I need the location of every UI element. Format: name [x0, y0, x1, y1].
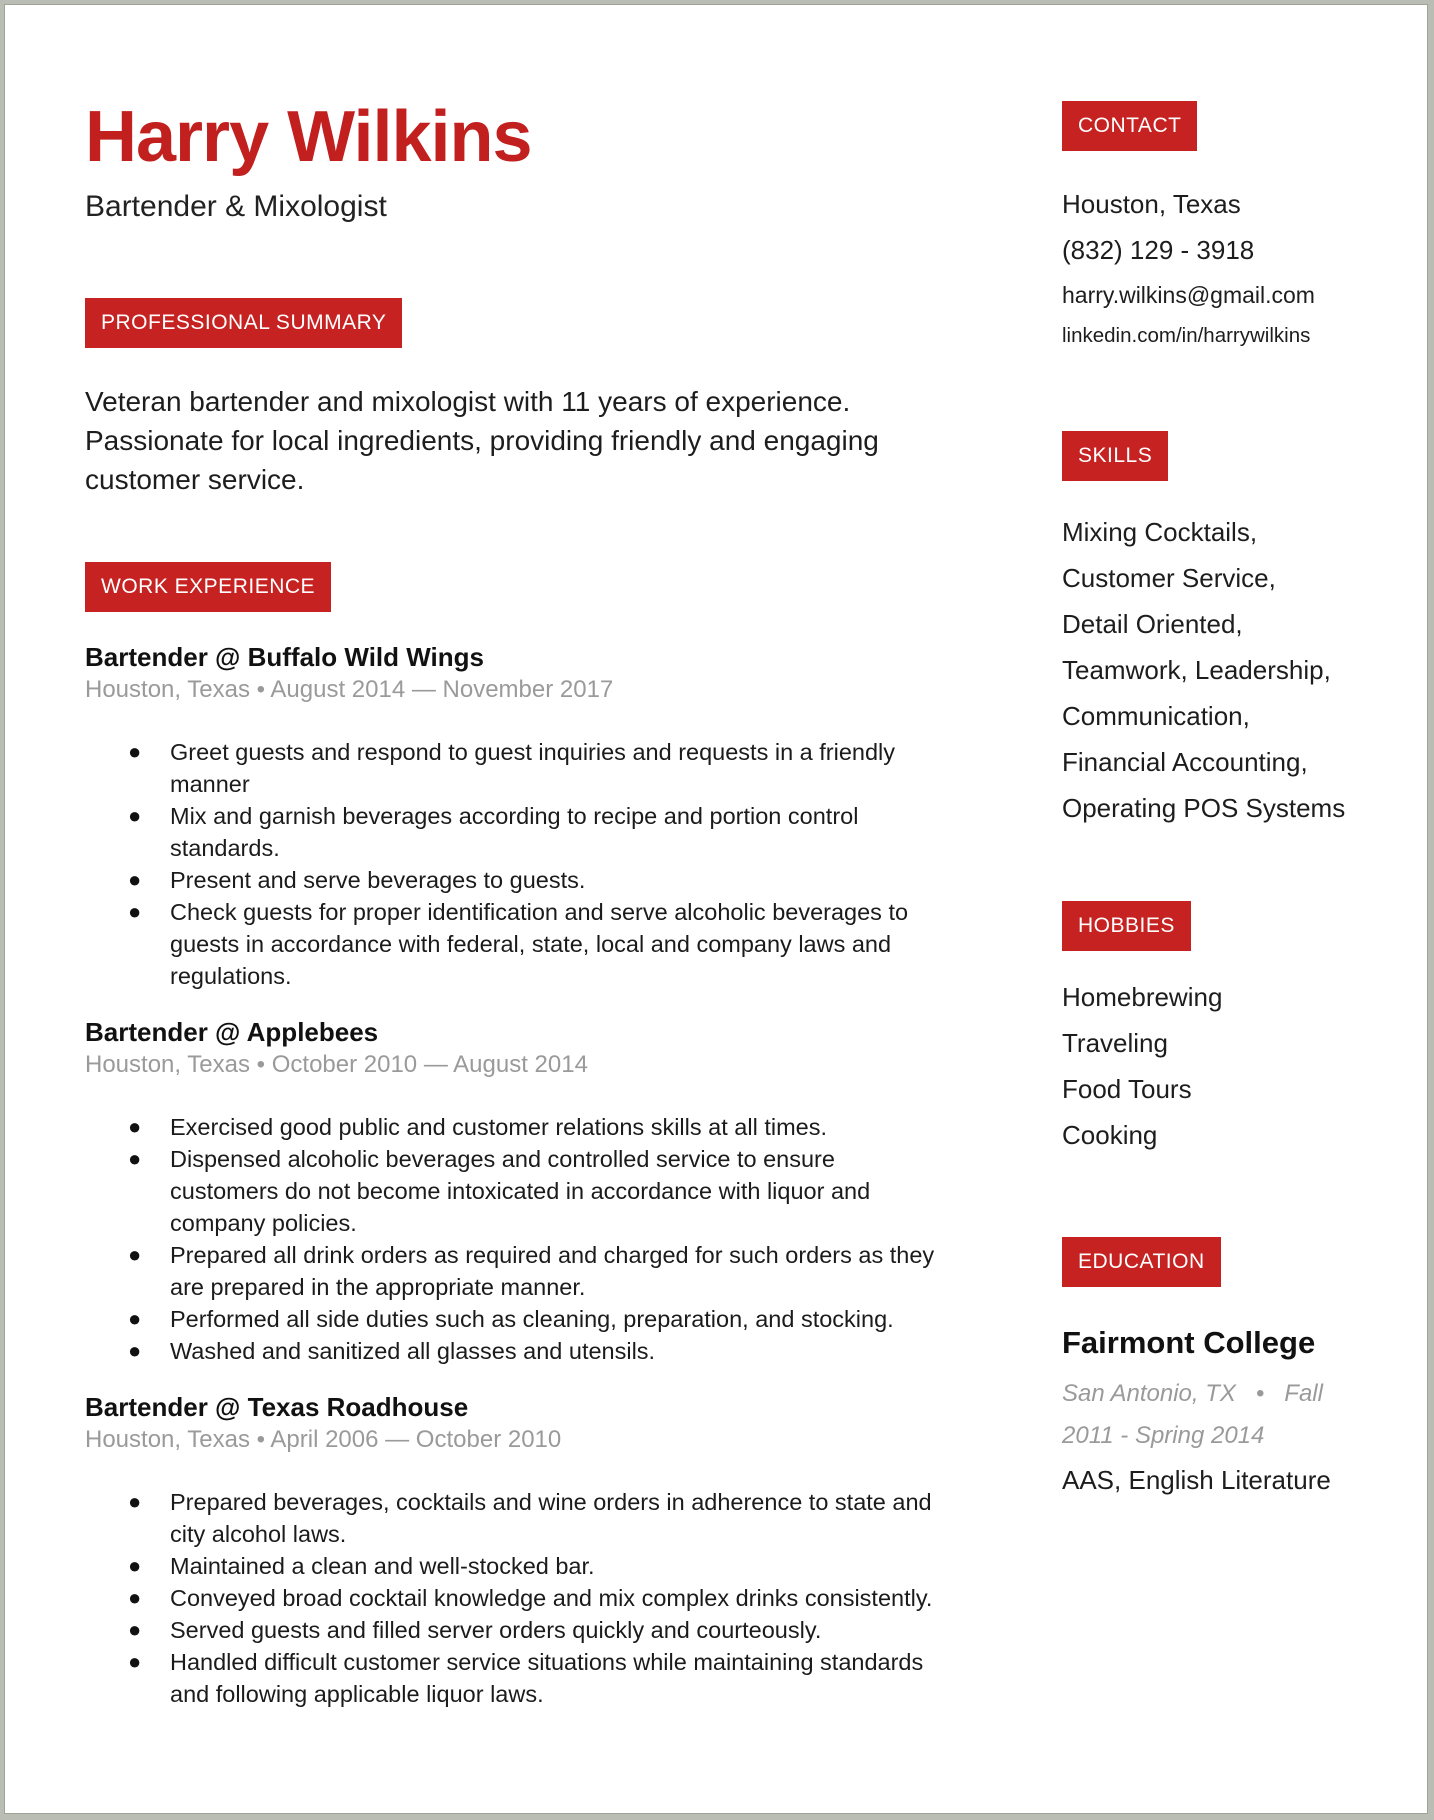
main-column [85, 97, 1005, 1710]
side-column [1062, 101, 1392, 1499]
job-title: Bartender @ Texas Roadhouse [85, 1392, 469, 1422]
bullet-line: Served guests and filled server orders quickly and courteously. [170, 1617, 822, 1643]
contact-email[interactable]: harry.wilkins@gmail.com [1062, 282, 1315, 308]
job-bullets [85, 1486, 1005, 1710]
bullet-line: guests in accordance with federal, state, local and company laws and [170, 931, 892, 957]
education-heading: EDUCATION [1062, 1237, 1221, 1287]
bullet-icon: ● [128, 1649, 142, 1674]
job-title: Bartender @ Buffalo Wild Wings [85, 642, 485, 672]
bullet-icon: ● [128, 899, 142, 924]
summary-line: Veteran bartender and mixologist with 11 years of experience. [85, 386, 851, 417]
job-bullet [85, 1335, 995, 1367]
bullet-line: Prepared beverages, cocktails and wine orders in adherence to state and [170, 1489, 932, 1515]
hobby-item: Homebrewing [1062, 982, 1223, 1012]
bullet-line: Conveyed broad cocktail knowledge and mix complex drinks consistently. [170, 1585, 933, 1611]
bullet-line: are prepared in the appropriate manner. [170, 1274, 586, 1300]
contact-location: Houston, Texas [1062, 189, 1241, 219]
bullet-icon: ● [128, 1242, 142, 1267]
education-school: Fairmont College [1062, 1325, 1316, 1360]
job-entry [85, 1390, 1005, 1710]
job-bullet [85, 736, 995, 800]
candidate-name: Harry Wilkins [85, 97, 532, 177]
bullet-line: Dispensed alcoholic beverages and controlled service to ensure [170, 1146, 835, 1172]
experience-heading: WORK EXPERIENCE [85, 562, 331, 612]
bullet-line: Check guests for proper identification and serve alcoholic beverages to [170, 899, 909, 925]
skills-heading: SKILLS [1062, 431, 1168, 481]
summary-text [85, 382, 1005, 499]
bullet-line: company policies. [170, 1210, 357, 1236]
job-bullet [85, 1550, 995, 1582]
contact-block [1062, 181, 1392, 355]
hobby-item: Food Tours [1062, 1074, 1192, 1104]
skill-item: Teamwork, Leadership, [1062, 655, 1331, 685]
job-bullet [85, 1582, 995, 1614]
skill-item: Financial Accounting, [1062, 747, 1308, 777]
contact-phone: (832) 129 - 3918 [1062, 235, 1255, 265]
job-bullet [85, 1303, 995, 1335]
bullet-line: city alcohol laws. [170, 1521, 347, 1547]
bullet-icon: ● [128, 1489, 142, 1514]
job-bullets [85, 1111, 1005, 1367]
summary-line: Passionate for local ingredients, providing friendly and engaging [85, 425, 879, 456]
contact-heading: CONTACT [1062, 101, 1197, 151]
job-bullet [85, 1614, 995, 1646]
job-entry [85, 640, 1005, 992]
bullet-line: customers do not become intoxicated in accordance with liquor and [170, 1178, 871, 1204]
job-meta: Houston, Texas • April 2006 — October 2010 [85, 1426, 562, 1453]
job-bullet [85, 1143, 995, 1239]
bullet-icon: ● [128, 739, 142, 764]
job-bullet [85, 1486, 995, 1550]
job-bullet [85, 1111, 995, 1143]
job-meta: Houston, Texas • October 2010 — August 2014 [85, 1051, 588, 1078]
bullet-icon: ● [128, 1306, 142, 1331]
hobbies-list [1062, 974, 1392, 1158]
bullet-line: Maintained a clean and well-stocked bar. [170, 1553, 595, 1579]
candidate-title: Bartender & Mixologist [85, 190, 387, 223]
summary-line: customer service. [85, 464, 305, 495]
resume-page [4, 4, 1428, 1814]
education-degree: AAS, English Literature [1062, 1465, 1331, 1495]
bullet-icon: ● [128, 803, 142, 828]
bullet-line: Greet guests and respond to guest inquiries and requests in a friendly [170, 739, 896, 765]
bullet-icon: ● [128, 1338, 142, 1363]
education-block [1062, 1323, 1392, 1499]
job-title: Bartender @ Applebees [85, 1017, 379, 1047]
skill-item: Detail Oriented, [1062, 609, 1243, 639]
bullet-line: Prepared all drink orders as required and charged for such orders as they [170, 1242, 935, 1268]
hobby-item: Traveling [1062, 1028, 1168, 1058]
job-bullet [85, 896, 995, 992]
summary-heading: PROFESSIONAL SUMMARY [85, 298, 402, 348]
job-bullets [85, 736, 1005, 992]
bullet-line: standards. [170, 835, 280, 861]
job-bullet [85, 864, 995, 896]
bullet-line: regulations. [170, 963, 292, 989]
bullet-icon: ● [128, 1146, 142, 1171]
skills-list [1062, 509, 1392, 831]
bullet-icon: ● [128, 1617, 142, 1642]
bullet-line: Exercised good public and customer relations skills at all times. [170, 1114, 827, 1140]
bullet-line: Present and serve beverages to guests. [170, 867, 586, 893]
education-dates: 2011 - Spring 2014 [1062, 1422, 1265, 1449]
bullet-icon: ● [128, 1585, 142, 1610]
job-entry [85, 1015, 1005, 1367]
job-bullet [85, 800, 995, 864]
hobby-item: Cooking [1062, 1120, 1158, 1150]
skill-item: Operating POS Systems [1062, 793, 1346, 823]
job-bullet [85, 1239, 995, 1303]
bullet-icon: ● [128, 1553, 142, 1578]
bullet-line: Performed all side duties such as cleaning, preparation, and stocking. [170, 1306, 894, 1332]
skill-item: Mixing Cocktails, [1062, 517, 1258, 547]
job-bullet [85, 1646, 995, 1710]
bullet-icon: ● [128, 867, 142, 892]
bullet-line: Handled difficult customer service situations while maintaining standards [170, 1649, 924, 1675]
bullet-line: and following applicable liquor laws. [170, 1681, 544, 1707]
contact-linkedin[interactable]: linkedin.com/in/harrywilkins [1062, 324, 1311, 347]
bullet-line: manner [170, 771, 250, 797]
education-meta: San Antonio, TX • Fall [1062, 1380, 1323, 1407]
bullet-line: Mix and garnish beverages according to recipe and portion control [170, 803, 859, 829]
hobbies-heading: HOBBIES [1062, 901, 1191, 951]
skill-item: Communication, [1062, 701, 1250, 731]
skill-item: Customer Service, [1062, 563, 1276, 593]
bullet-line: Washed and sanitized all glasses and utensils. [170, 1338, 656, 1364]
bullet-icon: ● [128, 1114, 142, 1139]
jobs-list [85, 640, 1005, 1710]
job-meta: Houston, Texas • August 2014 — November 2017 [85, 676, 614, 703]
